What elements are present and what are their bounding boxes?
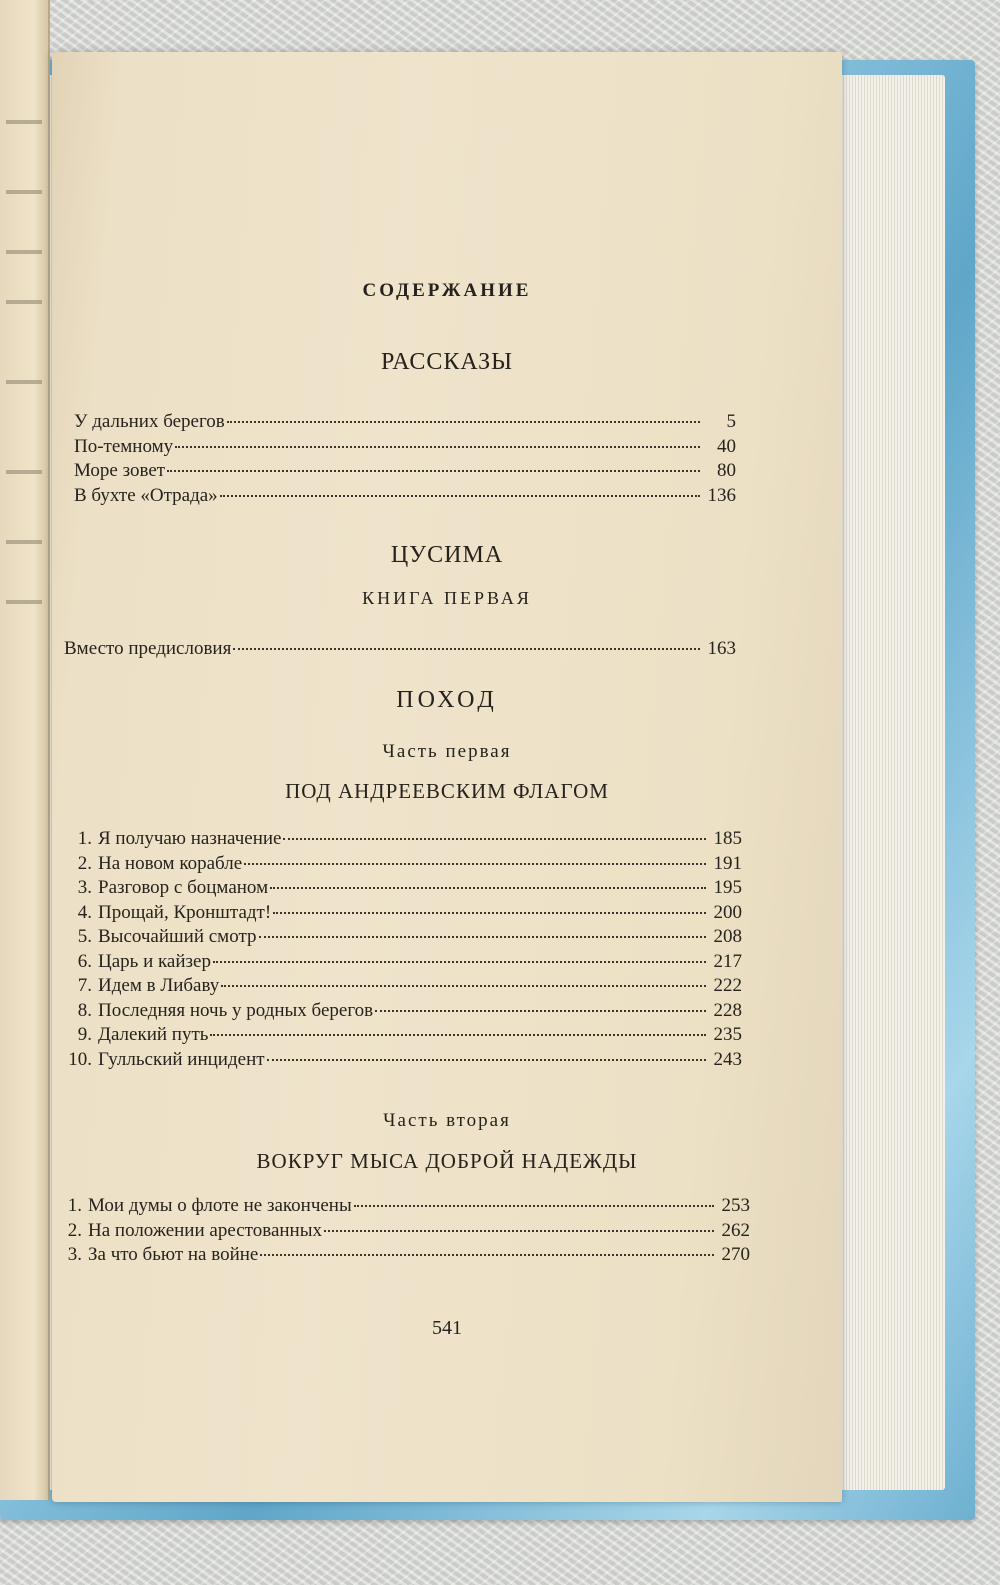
toc-entry: По-темному 40: [74, 435, 736, 457]
dot-leader: [175, 446, 700, 448]
section-title-pokhod: ПОХОД: [396, 687, 498, 713]
dot-leader: [221, 985, 706, 987]
dot-leader: [227, 421, 700, 423]
toc-entry: У дальних берегов 5: [74, 411, 736, 432]
toc-entry: 2. На новом корабле 191: [77, 852, 742, 874]
dot-leader: [210, 1034, 706, 1036]
part-two-label: Часть вторая: [383, 1110, 511, 1131]
toc-entry: Вместо предисловия 163: [64, 638, 736, 659]
dot-leader: [267, 1059, 706, 1061]
part-one-title: ПОД АНДРЕЕВСКИМ ФЛАГОМ: [285, 779, 609, 803]
dot-leader: [167, 470, 700, 472]
section-title-stories: РАССКАЗЫ: [380, 349, 514, 375]
dot-leader: [233, 648, 700, 650]
dot-leader: [220, 495, 700, 497]
left-page-edge: [0, 0, 50, 1500]
dot-leader: [259, 936, 707, 938]
toc-entry: 8. Последняя ночь у родных берегов 228: [77, 999, 742, 1021]
part-two-title: ВОКРУГ МЫСА ДОБРОЙ НАДЕЖДЫ: [256, 1149, 638, 1173]
dot-leader: [283, 838, 706, 840]
dot-leader: [273, 912, 706, 914]
page-number: 541: [432, 1317, 462, 1339]
toc-entry: Море зовет 80: [74, 460, 736, 481]
toc-entry: В бухте «Отрада» 136: [74, 484, 736, 506]
section-title-tsushima: ЦУСИМА: [390, 542, 504, 568]
toc-entry: 3. За что бьют на войне 270: [67, 1244, 750, 1265]
dot-leader: [260, 1254, 714, 1256]
part-one-list: [62, 827, 742, 1072]
dot-leader: [270, 887, 706, 889]
toc-entry: 1. Я получаю назначение 185: [77, 828, 742, 849]
toc-entry: 2. На положении арестованных 262: [67, 1219, 750, 1241]
dot-leader: [324, 1230, 714, 1232]
toc-entry: 3. Разговор с боцманом 195: [77, 877, 742, 898]
toc-entry: 10. Гулльский инцидент 243: [68, 1048, 742, 1070]
toc-heading: СОДЕРЖАНИЕ: [362, 280, 532, 301]
dot-leader: [244, 863, 706, 865]
dot-leader: [354, 1205, 714, 1207]
toc-page: [52, 52, 842, 1502]
dot-leader: [375, 1010, 706, 1012]
part-one-label: Часть первая: [382, 741, 512, 762]
preface-list: [64, 637, 736, 662]
book-one-label: КНИГА ПЕРВАЯ: [362, 588, 532, 608]
dot-leader: [213, 961, 706, 963]
toc-entry: 4. Прощай, Кронштадт! 200: [77, 901, 742, 923]
toc-entry: 1. Мои думы о флоте не закончены 253: [67, 1195, 750, 1216]
toc-entry: 9. Далекий путь 235: [77, 1024, 742, 1045]
toc-entry: 5. Высочайший смотр 208: [77, 926, 742, 947]
stories-list: [74, 410, 736, 508]
toc-entry: 6. Царь и кайзер 217: [77, 950, 742, 972]
part-two-list: [52, 1194, 750, 1268]
toc-entry: 7. Идем в Либаву 222: [77, 975, 742, 996]
